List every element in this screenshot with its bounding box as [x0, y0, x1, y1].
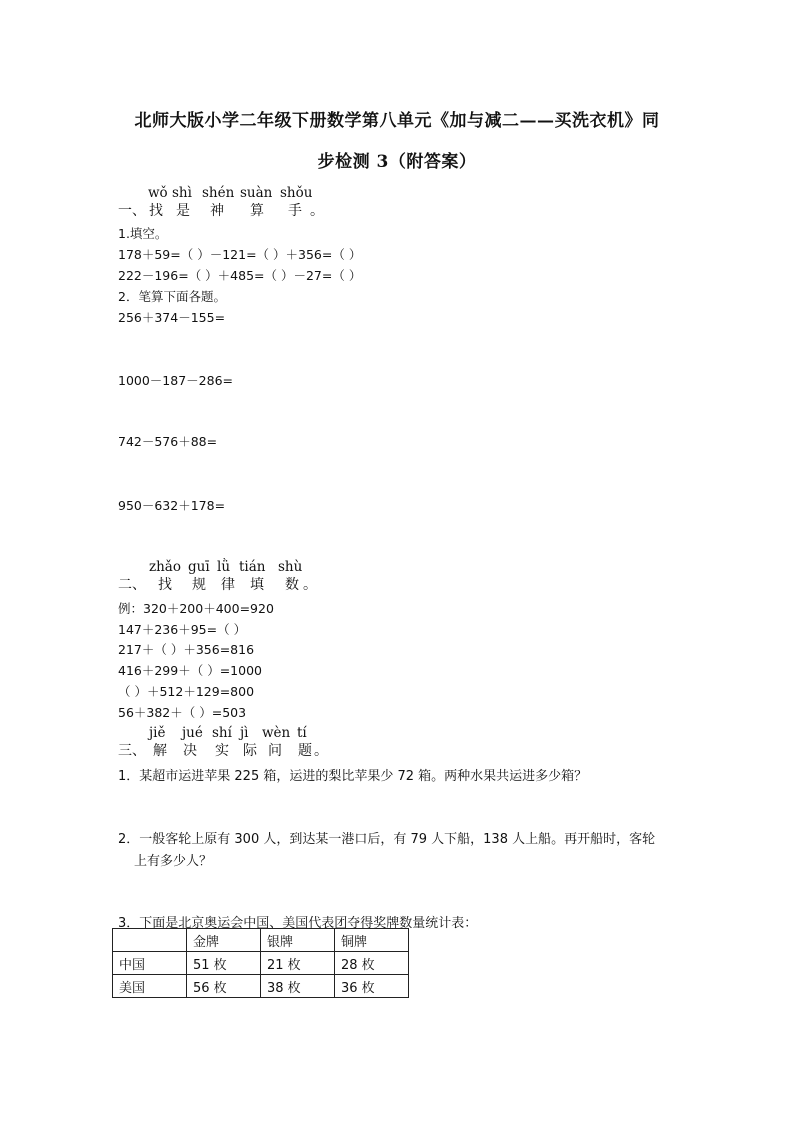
table-cell: 美国 — [113, 975, 187, 998]
hanzi-4: 际 — [243, 743, 257, 759]
hanzi-5: 手 — [288, 203, 302, 219]
pinyin-2: guī — [188, 559, 210, 575]
pinyin-3: shén — [202, 185, 235, 201]
table-cell: 21 枚 — [261, 952, 335, 975]
pattern-line-3: 217＋（ ）＋356=816 — [118, 642, 255, 657]
pinyin-1: wǒ — [148, 185, 168, 201]
q2-item-4: 950－632＋178= — [118, 498, 226, 513]
section1-suffix: 。 — [310, 203, 324, 219]
hanzi-3: 律 — [221, 577, 235, 593]
page-title-line2: 步检测 3（附答案） — [317, 152, 477, 172]
hanzi-4: 填 — [250, 577, 264, 593]
table-cell — [113, 929, 187, 952]
pinyin-2: shì — [172, 185, 192, 201]
q2-item-2: 1000－187－286= — [118, 373, 234, 388]
word-problem-2-line1: 2．一般客轮上原有 300 人，到达某一港口后，有 79 人下船，138 人上船。再开船时，客轮 — [118, 832, 656, 847]
table-cell: 38 枚 — [261, 975, 335, 998]
hanzi-1: 找 — [149, 203, 163, 219]
q2-label: 2．笔算下面各题。 — [118, 289, 226, 304]
pinyin-5: wèn — [262, 725, 291, 741]
q2-item-3: 742－576＋88= — [118, 434, 218, 449]
pinyin-4: jì — [240, 725, 249, 741]
word-problem-1: 1．某超市运进苹果 225 箱，运进的梨比苹果少 72 箱。两种水果共运进多少箱？ — [118, 769, 588, 784]
word-problem-2-line2: 上有多少人？ — [134, 854, 213, 869]
table-cell: 中国 — [113, 952, 187, 975]
q1-label: 1.填空。 — [118, 226, 168, 241]
table-cell: 金牌 — [187, 929, 261, 952]
pattern-line-5: （ ）＋512＋129=800 — [118, 684, 255, 699]
pinyin-5: shù — [278, 559, 303, 575]
table-header-row — [113, 929, 409, 952]
table-cell: 银牌 — [261, 929, 335, 952]
pinyin-1: zhǎo — [149, 559, 181, 575]
hanzi-2: 是 — [176, 203, 190, 219]
pattern-line-4: 416＋299＋（ ）=1000 — [118, 663, 262, 678]
table-cell: 56 枚 — [187, 975, 261, 998]
hanzi-1: 解 — [153, 743, 167, 759]
medal-table — [112, 928, 409, 998]
hanzi-3: 神 — [210, 203, 224, 219]
section1-prefix: 一、 — [118, 203, 146, 219]
pinyin-4: tián — [239, 559, 266, 575]
q1-line-2: 222－196=（ ）＋485=（ ）－27=（ ） — [118, 268, 362, 283]
hanzi-5: 数 — [285, 577, 299, 593]
pinyin-2: jué — [182, 725, 203, 741]
pattern-line-1: 例：320＋200＋400=920 — [118, 601, 274, 616]
pinyin-3: shí — [212, 725, 232, 741]
pinyin-1: jiě — [149, 725, 166, 741]
table-cell: 36 枚 — [335, 975, 409, 998]
hanzi-4: 算 — [250, 203, 264, 219]
pinyin-4: suàn — [240, 185, 273, 201]
hanzi-1: 找 — [158, 577, 172, 593]
hanzi-3: 实 — [215, 743, 229, 759]
section3-suffix: 。 — [314, 743, 328, 759]
pinyin-5: shǒu — [280, 185, 313, 201]
page-title-line1: 北师大版小学二年级下册数学第八单元《加与减二——买洗衣机》同 — [134, 111, 660, 131]
hanzi-6: 题 — [298, 743, 312, 759]
section2-suffix: 。 — [303, 577, 317, 593]
word-problem-3: 3．下面是北京奥运会中国、美国代表团夺得奖牌数量统计表： — [118, 916, 478, 931]
table-row — [113, 952, 409, 975]
section3-prefix: 三、 — [118, 743, 146, 759]
table-cell: 51 枚 — [187, 952, 261, 975]
pinyin-6: tí — [297, 725, 307, 741]
table-row — [113, 975, 409, 998]
hanzi-5: 问 — [268, 743, 282, 759]
q1-line-1: 178＋59=（ ）－121=（ ）＋356=（ ） — [118, 247, 362, 262]
table-cell: 28 枚 — [335, 952, 409, 975]
pattern-line-2: 147＋236＋95=（ ） — [118, 622, 247, 637]
table-cell: 铜牌 — [335, 929, 409, 952]
hanzi-2: 决 — [183, 743, 197, 759]
section2-prefix: 二、 — [118, 577, 146, 593]
pinyin-3: lǜ — [217, 559, 231, 575]
pattern-line-6: 56＋382＋（ ）=503 — [118, 705, 247, 720]
hanzi-2: 规 — [192, 577, 206, 593]
q2-item-1: 256＋374－155= — [118, 310, 226, 325]
